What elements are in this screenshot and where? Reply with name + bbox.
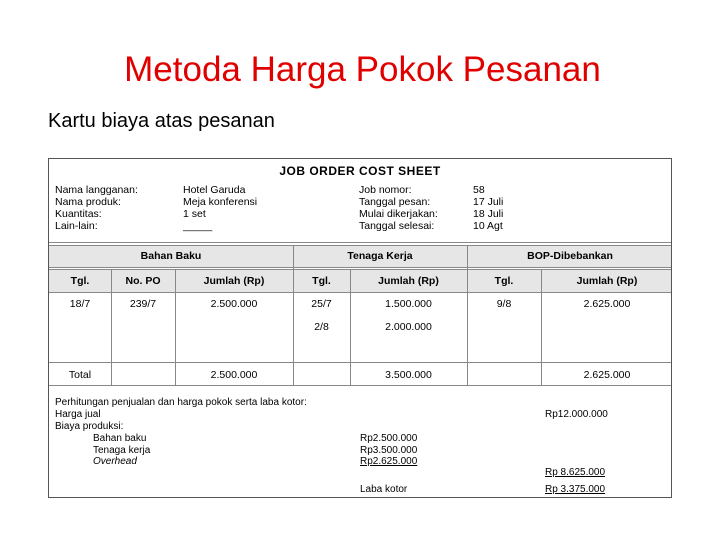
table-cell: 2/8 xyxy=(314,321,329,333)
label-job-nomor: Job nomor: xyxy=(359,184,412,196)
label-tanggal-pesan: Tanggal pesan: xyxy=(359,196,431,208)
label-lain-lain: Lain-lain: xyxy=(55,220,98,232)
bahan-baku-value: Rp2.500.000 xyxy=(360,433,418,444)
col-jumlah-bb: Jumlah (Rp) xyxy=(203,275,265,287)
col-no-po: No. PO xyxy=(125,275,161,287)
total-bahan-baku: 2.500.000 xyxy=(210,369,258,381)
divider xyxy=(49,269,671,270)
divider xyxy=(293,245,294,385)
total-biaya-value: Rp 8.625.000 xyxy=(545,467,606,478)
value-mulai-dikerjakan: 18 Juli xyxy=(473,208,504,220)
divider xyxy=(49,362,671,363)
total-label: Total xyxy=(68,369,92,381)
laba-kotor-value: Rp 3.375.000 xyxy=(545,484,606,495)
bahan-baku-label: Bahan baku xyxy=(93,433,147,444)
table-cell: 9/8 xyxy=(496,298,512,310)
divider xyxy=(49,292,671,293)
tenaga-kerja-label: Tenaga kerja xyxy=(93,445,151,456)
col-jumlah-tk: Jumlah (Rp) xyxy=(378,275,439,287)
info-right-values xyxy=(473,184,503,232)
laba-kotor-label: Laba kotor xyxy=(360,484,408,495)
group-bahan-baku: Bahan Baku xyxy=(140,250,202,262)
total-tenaga-kerja: 3.500.000 xyxy=(385,369,432,381)
summary-heading: Perhitungan penjualan dan harga pokok serta laba kotor: xyxy=(55,397,307,408)
divider xyxy=(49,385,671,386)
harga-jual-label: Harga jual xyxy=(55,409,101,420)
col-jumlah-bop: Jumlah (Rp) xyxy=(576,275,638,287)
info-right-labels xyxy=(359,184,438,232)
group-bop: BOP-Dibebankan xyxy=(527,250,613,262)
tenaga-kerja-value: Rp3.500.000 xyxy=(360,445,418,456)
table-cell: 2.500.000 xyxy=(210,298,258,310)
col-tgl-bb: Tgl. xyxy=(70,275,90,287)
biaya-produksi-label: Biaya produksi: xyxy=(55,421,124,432)
value-tanggal-pesan: 17 Juli xyxy=(473,196,504,208)
label-nama-langganan: Nama langganan: xyxy=(55,184,138,196)
value-nama-produk: Meja konferensi xyxy=(183,196,258,208)
divider xyxy=(49,242,671,243)
info-left-values xyxy=(183,184,257,232)
table-cell: 18/7 xyxy=(69,298,91,310)
info-left-labels xyxy=(55,184,138,232)
overhead-value: Rp2.625.000 xyxy=(360,456,418,467)
label-kuantitas: Kuantitas: xyxy=(55,208,102,220)
col-tgl-bop: Tgl. xyxy=(494,275,514,287)
value-nama-langganan: Hotel Garuda xyxy=(183,184,246,196)
divider xyxy=(49,267,671,268)
table-cell: 2.625.000 xyxy=(583,298,631,310)
table-cell: 1.500.000 xyxy=(385,298,432,310)
group-tenaga-kerja: Tenaga Kerja xyxy=(347,250,413,262)
slide-subtitle: Kartu biaya atas pesanan xyxy=(48,110,275,132)
value-tanggal-selesai: 10 Agt xyxy=(473,220,503,232)
job-order-cost-sheet xyxy=(48,158,672,498)
label-mulai-dikerjakan: Mulai dikerjakan: xyxy=(359,208,438,220)
total-bop: 2.625.000 xyxy=(583,369,631,381)
label-nama-produk: Nama produk: xyxy=(55,196,121,208)
value-job-nomor: 58 xyxy=(473,184,485,196)
slide-title: Metoda Harga Pokok Pesanan xyxy=(124,50,601,89)
divider xyxy=(467,245,468,385)
harga-jual-value: Rp12.000.000 xyxy=(545,409,608,420)
table-cell: 25/7 xyxy=(311,298,332,310)
value-kuantitas: 1 set xyxy=(183,208,206,220)
sheet-title: JOB ORDER COST SHEET xyxy=(279,164,441,178)
table-cell: 2.000.000 xyxy=(385,321,432,333)
col-tgl-tk: Tgl. xyxy=(312,275,331,287)
label-tanggal-selesai: Tanggal selesai: xyxy=(359,220,435,232)
overhead-label: Overhead xyxy=(93,456,137,467)
divider xyxy=(49,245,671,246)
value-lain-lain: _____ xyxy=(183,220,213,232)
table-cell: 239/7 xyxy=(129,298,157,310)
